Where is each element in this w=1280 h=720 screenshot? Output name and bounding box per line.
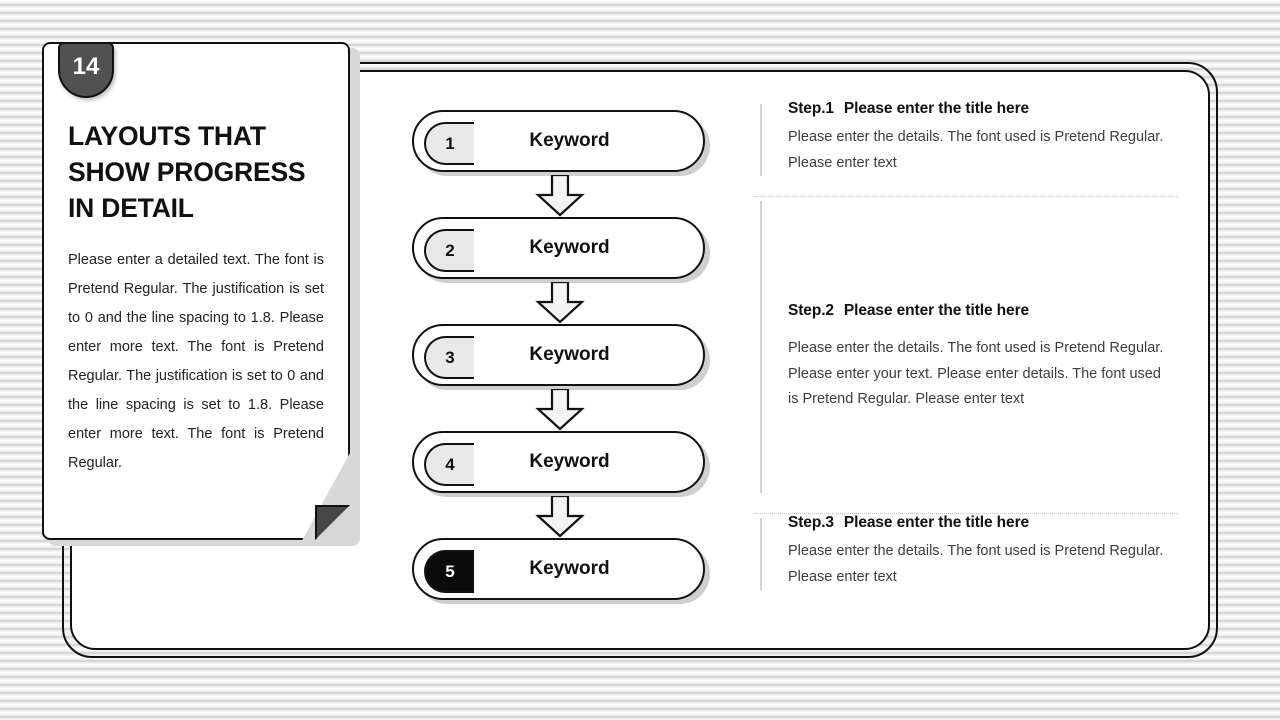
detail-step-title: Please enter the title here	[843, 514, 1030, 531]
detail-block-2	[755, 197, 1185, 497]
page-number-badge: 14	[58, 42, 114, 98]
detail-heading	[788, 197, 1185, 320]
step-keyword-label: Keyword	[529, 237, 610, 258]
step-card-body[interactable]	[412, 431, 705, 493]
step-card-body[interactable]	[412, 324, 705, 386]
detail-block-1	[755, 100, 1185, 180]
step-number-badge: 3	[424, 336, 474, 379]
step-card[interactable]	[412, 538, 710, 603]
step-card-body[interactable]	[412, 110, 705, 172]
step-card[interactable]	[412, 110, 710, 175]
detail-step-text: Please enter the details. The font used is Pretend Regular. Please enter text	[788, 129, 1164, 171]
progress-flow	[412, 110, 712, 603]
flow-arrow-down-icon	[412, 175, 710, 217]
step-card-body[interactable]	[412, 217, 705, 279]
detail-step-number: Step.2	[788, 302, 834, 319]
step-card-body[interactable]	[412, 538, 705, 600]
step-keyword-label: Keyword	[529, 451, 610, 472]
step-keyword-label: Keyword	[529, 344, 610, 365]
step-keyword-label: Keyword	[529, 130, 610, 151]
step-number-badge: 1	[424, 122, 474, 165]
page-description: Please enter a detailed text. The font is Pretend Regular. The justification is set to 0 and the line spacing to 1.8. Please enter more text. The font is Pretend Regular. The justification is set to 0 and the line spacing is set to 1.8. Please enter more text. The font is Pretend Regular.	[68, 252, 324, 471]
detail-step-title: Please enter the title here	[843, 100, 1030, 117]
detail-heading	[788, 514, 1185, 532]
detail-accent-rule	[760, 201, 762, 493]
step-number-badge: 2	[424, 229, 474, 272]
detail-accent-rule	[760, 518, 762, 590]
flow-step-2	[412, 217, 712, 282]
detail-step-text: Please enter the details. The font used is Pretend Regular. Please enter your text. Please enter details. The font used is Pretend Regular. Please enter text	[788, 340, 1164, 407]
flow-arrow-down-icon	[412, 496, 710, 538]
page-title: LAYOUTS THAT SHOW PROGRESS IN DETAIL	[68, 121, 306, 223]
step-card[interactable]	[412, 431, 710, 496]
flow-step-5	[412, 538, 712, 603]
step-card[interactable]	[412, 217, 710, 282]
flow-step-1	[412, 110, 712, 175]
flow-arrow-down-icon	[412, 389, 710, 431]
step-number-badge: 5	[424, 550, 474, 593]
detail-step-title: Please enter the title here	[843, 302, 1030, 319]
detail-step-number: Step.3	[788, 514, 834, 531]
step-keyword-label: Keyword	[529, 558, 610, 579]
flow-step-4	[412, 431, 712, 496]
flow-arrow-down-icon	[412, 282, 710, 324]
flow-step-3	[412, 324, 712, 389]
detail-block-3	[755, 514, 1185, 594]
detail-accent-rule	[760, 104, 762, 176]
detail-step-text: Please enter the details. The font used is Pretend Regular. Please enter text	[788, 543, 1164, 585]
detail-heading	[788, 100, 1185, 118]
step-number-badge: 4	[424, 443, 474, 486]
detail-step-number: Step.1	[788, 100, 834, 117]
step-details-list	[755, 100, 1185, 594]
step-card[interactable]	[412, 324, 710, 389]
